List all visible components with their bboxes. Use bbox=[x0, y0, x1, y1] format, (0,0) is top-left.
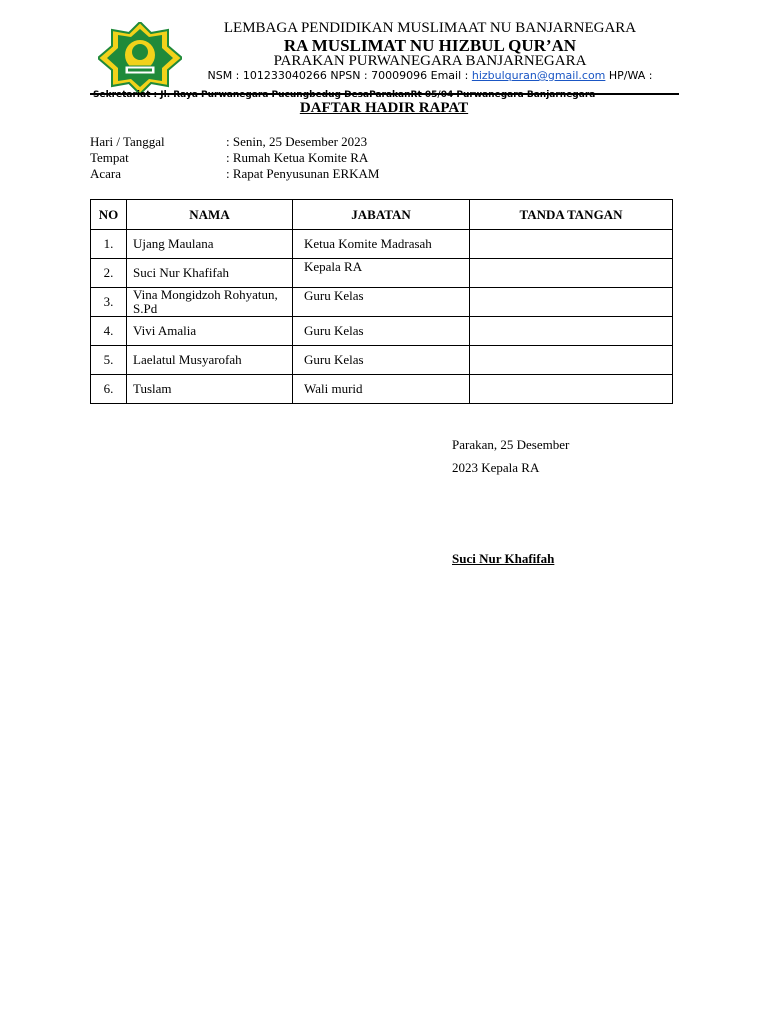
row-no: 4. bbox=[91, 317, 127, 346]
column-header-nama: NAMA bbox=[127, 200, 293, 230]
attendance-table bbox=[90, 199, 673, 404]
table-row bbox=[91, 346, 673, 375]
column-header-no: NO bbox=[91, 200, 127, 230]
secretariat-address: Sekretariat : Jl. Raya Purwanegara Pucungbedug DesaParakanRt 05/04 Purwanegara Banjarnegara bbox=[93, 90, 596, 100]
meta-row-agenda bbox=[90, 166, 379, 182]
school-name: RA MUSLIMAT NU HIZBUL QUR’AN bbox=[283, 36, 577, 55]
meta-label: Hari / Tanggal bbox=[90, 134, 165, 149]
meta-value: : Rumah Ketua Komite RA bbox=[226, 150, 369, 165]
row-jabatan: Guru Kelas bbox=[293, 288, 470, 317]
row-signature-cell bbox=[470, 259, 673, 288]
row-nama: Vivi Amalia bbox=[127, 317, 293, 346]
table-row bbox=[91, 317, 673, 346]
row-nama: Vina Mongidzoh Rohyatun, S.Pd bbox=[127, 288, 293, 317]
row-nama: Laelatul Musyarofah bbox=[127, 346, 293, 375]
nsm-npsn-text: NSM : 101233040266 NPSN : 70009096 Email : bbox=[207, 69, 472, 82]
row-jabatan: Guru Kelas bbox=[293, 346, 470, 375]
meta-label: Tempat bbox=[90, 150, 129, 165]
row-jabatan: Kepala RA bbox=[293, 259, 470, 288]
row-jabatan: Guru Kelas bbox=[293, 317, 470, 346]
row-no: 3. bbox=[91, 288, 127, 317]
row-signature-cell bbox=[470, 346, 673, 375]
row-nama: Ujang Maulana bbox=[127, 230, 293, 259]
row-no: 2. bbox=[91, 259, 127, 288]
column-header-jabatan: JABATAN bbox=[293, 200, 470, 230]
school-location: PARAKAN PURWANEGARA BANJARNEGARA bbox=[273, 53, 587, 69]
table-header-row bbox=[91, 200, 673, 230]
table-row bbox=[91, 375, 673, 404]
row-jabatan: Ketua Komite Madrasah bbox=[293, 230, 470, 259]
row-signature-cell bbox=[470, 288, 673, 317]
meta-row-place bbox=[90, 150, 368, 166]
document-title: DAFTAR HADIR RAPAT bbox=[299, 100, 469, 116]
meta-value: : Senin, 25 Desember 2023 bbox=[226, 134, 368, 149]
table-row bbox=[91, 259, 673, 288]
meta-label: Acara bbox=[90, 166, 122, 181]
meta-value: : Rapat Penyusunan ERKAM bbox=[226, 166, 380, 181]
row-signature-cell bbox=[470, 375, 673, 404]
row-signature-cell bbox=[470, 230, 673, 259]
signature-place-date: Parakan, 25 Desember bbox=[452, 437, 570, 452]
school-ids bbox=[90, 69, 768, 82]
institution-name: LEMBAGA PENDIDIKAN MUSLIMAAT NU BANJARNEGARA bbox=[223, 20, 637, 36]
hp-text: HP/WA : bbox=[605, 69, 653, 82]
row-nama: Tuslam bbox=[127, 375, 293, 404]
row-no: 1. bbox=[91, 230, 127, 259]
row-signature-cell bbox=[470, 317, 673, 346]
row-no: 6. bbox=[91, 375, 127, 404]
row-nama: Suci Nur Khafifah bbox=[127, 259, 293, 288]
column-header-tanda-tangan: TANDA TANGAN bbox=[470, 200, 673, 230]
table-row bbox=[91, 288, 673, 317]
signature-role: 2023 Kepala RA bbox=[452, 460, 540, 475]
signatory-name: Suci Nur Khafifah bbox=[452, 551, 555, 566]
row-no: 5. bbox=[91, 346, 127, 375]
email-link[interactable]: hizbulquran@gmail.com bbox=[471, 69, 606, 82]
row-jabatan: Wali murid bbox=[293, 375, 470, 404]
table-row bbox=[91, 230, 673, 259]
meta-row-date bbox=[90, 134, 367, 150]
